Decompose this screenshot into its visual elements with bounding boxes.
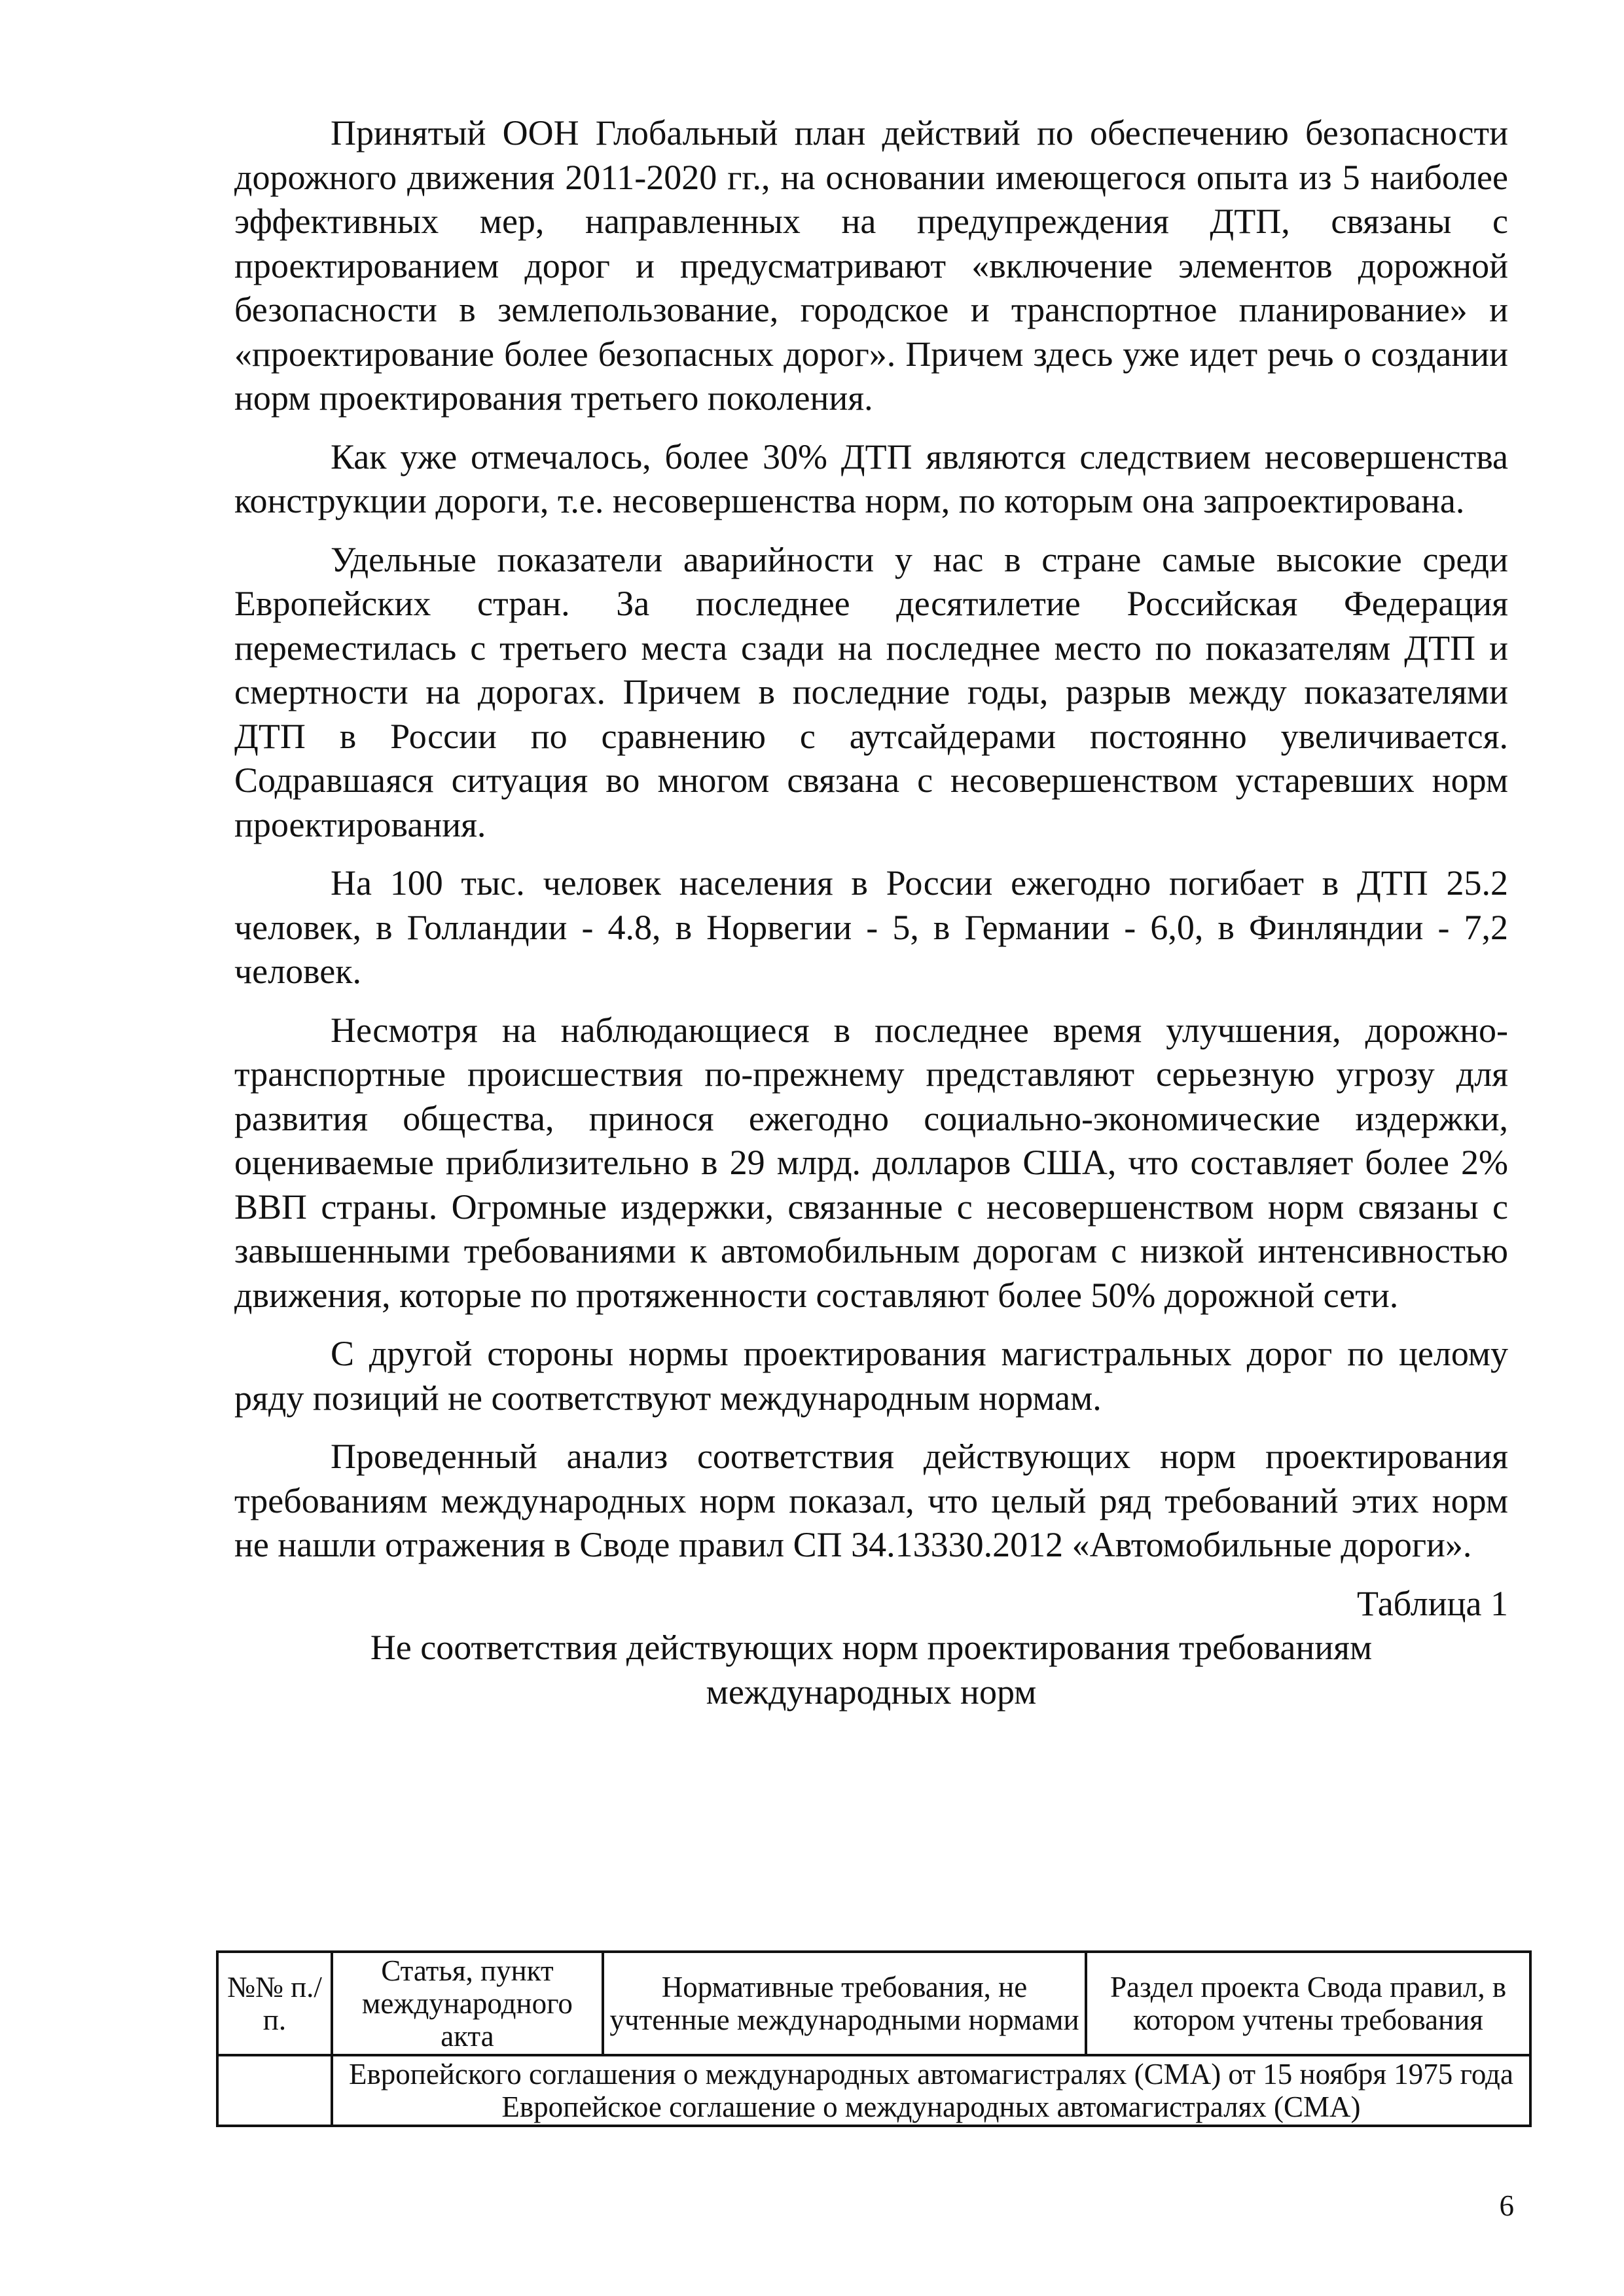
row-number-cell [217, 2055, 332, 2126]
header-requirements: Нормативные требования, не учтенные международными нормами [603, 1952, 1086, 2055]
header-code-section: Раздел проекта Свода правил, в котором учтены требования [1086, 1952, 1530, 2055]
page-number: 6 [1499, 2189, 1514, 2222]
paragraph-6: С другой стороны нормы проектирования магистральных дорог по целому ряду позиций не соответствуют международным нормам. [234, 1334, 1508, 1418]
table-header [217, 1952, 1530, 2055]
paragraph-5: Несмотря на наблюдающиеся в последнее время улучшения, дорожно-транспортные происшествия по-прежнему представляют серьезную угрозу для развития общества, принося ежегодно социально-экономические издержки, оцениваемые приблизительно в 29 млрд. долларов США, что составляет более 2% ВВП страны. Огромные издержки, связанные с несовершенством норм связаны с завышенными требованиями к автомобильным дорогам с низкой интенсивностью движения, которые по протяженности составляют более 50% дорожной сети. [234, 1010, 1508, 1315]
header-article: Статья, пункт международного акта [332, 1952, 603, 2055]
paragraph-1: Принятый ООН Глобальный план действий по обеспечению безопасности дорожного движения 2011-2020 гг., на основании имеющегося опыта из 5 наиболее эффективных мер, направленных на предупреждения ДТП, связаны с проектированием дорог и предусматривают «включение элементов дорожной безопасности в землепользование, городское и транспортное планирование» и «проектирование более безопасных дорог». Причем здесь уже идет речь о создании норм проектирования третьего поколения. [234, 113, 1508, 418]
table-row [217, 2055, 1530, 2126]
merged-agreement-cell: Европейского соглашения о международных автомагистралях (СМА) от 15 ноября 1975 года Европейское соглашение о международных автомагистралях (СМА) [332, 2055, 1530, 2126]
paragraph-3: Удельные показатели аварийности у нас в стране самые высокие среди Европейских стран. За последнее десятилетие Российская Федерация переместилась с третьего места сзади на последнее место по показателям ДТП и смертности на дорогах. Причем в последние годы, разрыв между показателями ДТП в России по сравнению с аутсайдерами постоянно увеличивается. Содравшаяся ситуация во многом связана с несовершенством устаревших норм проектирования. [234, 539, 1508, 844]
table-body [217, 2055, 1530, 2126]
header-number: №№ п./п. [217, 1952, 332, 2055]
table-caption: Таблица 1 [1357, 1583, 1508, 1623]
paragraph-4: На 100 тыс. человек населения в России ежегодно погибает в ДТП 25.2 человек, в Голландии - 4.8, в Норвегии - 5, в Германии - 6,0, в Финляндии - 7,2 человек. [234, 863, 1508, 991]
norms-table [216, 1950, 1532, 2127]
table-title: Не соответствия действующих норм проектирования требованиям международных норм [370, 1628, 1373, 1712]
paragraph-2: Как уже отмечалось, более 30% ДТП являются следствием несовершенства конструкции дороги, т.е. несовершенства норм, по которым она запроектирована. [234, 437, 1508, 520]
document-page [234, 111, 1508, 1763]
table-header-row [217, 1952, 1530, 2055]
paragraph-7: Проведенный анализ соответствия действующих норм проектирования требованиям международных норм показал, что целый ряд требований этих норм не нашли отражения в Своде правил СП 34.13330.2012 «Автомобильные дороги». [234, 1437, 1508, 1564]
